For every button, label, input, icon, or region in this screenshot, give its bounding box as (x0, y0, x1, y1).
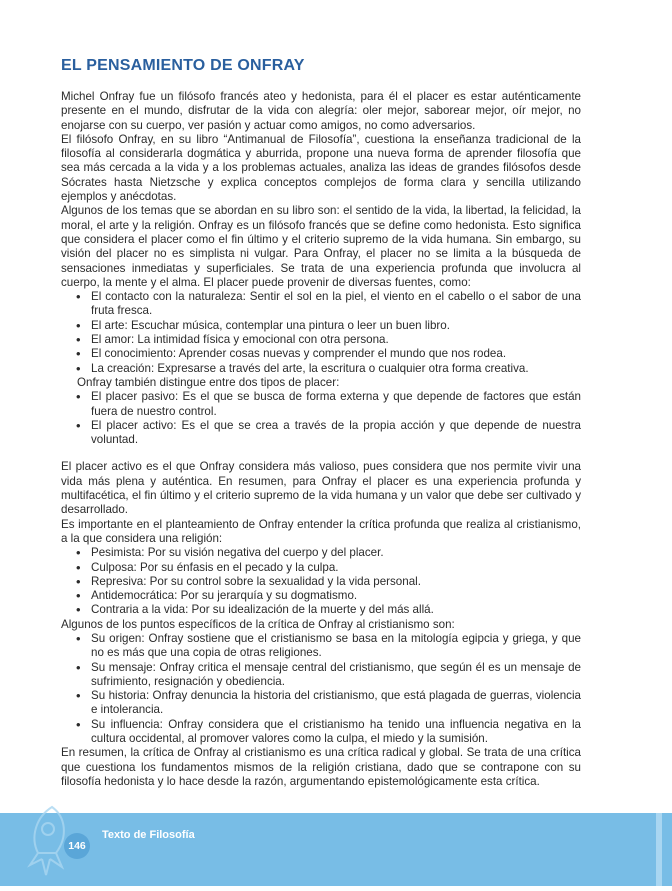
list-item: • Su origen: Onfray sostiene que el cristianismo se basa en la mitología egipcia y griega, y que no es más que una copia de otras religiones. (91, 632, 581, 661)
list-item: • Su historia: Onfray denuncia la historia del cristianismo, que está plagada de guerras, violencia e intolerancia. (91, 689, 581, 718)
list-item: • Contraria a la vida: Por su idealización de la muerte y del más allá. (91, 603, 581, 617)
religion-traits-list (61, 546, 581, 617)
paragraph: El placer activo es el que Onfray considera más valioso, pues considera que nos permite vivir una vida más plena y auténtica. En resumen, para Onfray el placer es una experiencia profunda y multifacética, el fin último y el criterio supremo de la vida humana y un valor que debe ser cultivado y desarrollado. (61, 460, 581, 517)
paragraph: Algunos de los temas que se abordan en su libro son: el sentido de la vida, la libertad, la felicidad, la moral, el arte y la religión. Onfray es un filósofo francés que se define como hedonista. Esto significa que considera el placer como el fin último y el criterio supremo de la vida humana. Sin embargo, su visión del placer no es simplista ni vulgar. Para Onfray, el placer no se limita a la búsqueda de sensaciones inmediatas y superficiales. Se trata de una experiencia profunda que involucra al cuerpo, la mente y el alma. El placer puede provenir de diversas fuentes, como: (61, 204, 581, 289)
spacer (61, 447, 581, 460)
page-footer (0, 813, 672, 886)
list-item: • Su influencia: Onfray considera que el cristianismo ha tenido una influencia negativa en la cultura occidental, al promover valores como la culpa, el miedo y la sumisión. (91, 718, 581, 747)
paragraph: Es importante en el planteamiento de Onfray entender la crítica profunda que realiza al cristianismo, a la que considera una religión: (61, 517, 581, 545)
page-number-badge: 146 (64, 833, 90, 859)
list-item: • El conocimiento: Aprender cosas nuevas y comprender el mundo que nos rodea. (91, 347, 581, 361)
list-item: • El placer pasivo: Es el que se busca de forma externa y que depende de factores que están fuera de nuestro control. (91, 390, 581, 419)
pleasure-types-list (61, 390, 581, 447)
list-item: • Represiva: Por su control sobre la sexualidad y la vida personal. (91, 575, 581, 589)
page-content (61, 56, 581, 789)
page-title: EL PENSAMIENTO DE ONFRAY (61, 57, 305, 74)
conclusion-paragraph: En resumen, la crítica de Onfray al cristianismo es una crítica radical y global. Se trata de una crítica que cuestiona los fundamentos mismos de la religión cristiana, dado que se contrapone con su filosofía hedonista y lo hace desde la razón, argumentando epistemológicamente esta crítica. (61, 746, 581, 788)
paragraph: Michel Onfray fue un filósofo francés ateo y hedonista, para él el placer es estar auténticamente presente en el mundo, disfrutar de la vida con alegría: oler mejor, saborear mejor, oír mejor, no enojarse con su cuerpo, ver pasión y actuar como amigos, no como adversarios. (61, 90, 581, 132)
list-item: • Antidemocrática: Por su jerarquía y su dogmatismo. (91, 589, 581, 603)
list-item: • Culposa: Por su énfasis en el pecado y la culpa. (91, 561, 581, 575)
paragraph: El filósofo Onfray, en su libro “Antimanual de Filosofía”, cuestiona la enseñanza tradicional de la filosofía al considerarla dogmática y aburrida, propone una nueva forma de aprender filosofía que sea más cercada a la vida y a los problemas actuales, analiza las ideas de grandes filósofos desde Sócrates hasta Nietzsche y explica conceptos complejos de forma clara y sencilla utilizando ejemplos y anécdotas. (61, 132, 581, 204)
list-item: • El contacto con la naturaleza: Sentir el sol en la piel, el viento en el cabello o el sabor de una fruta fresca. (91, 290, 581, 319)
pleasure-sources-list (61, 290, 581, 376)
list-item: • El amor: La intimidad física y emocional con otra persona. (91, 333, 581, 347)
list-item: • Su mensaje: Onfray critica el mensaje central del cristianismo, que según él es un mensaje de sufrimiento, resignación y obediencia. (91, 661, 581, 690)
list-item: • El placer activo: Es el que se crea a través de la propia acción y que depende de nuestra voluntad. (91, 419, 581, 448)
critique-intro: Algunos de los puntos específicos de la crítica de Onfray al cristianismo son: (61, 617, 455, 631)
list-item: • Pesimista: Por su visión negativa del cuerpo y del placer. (91, 546, 581, 560)
critique-points-list (61, 632, 581, 746)
book-title: Texto de Filosofía (102, 829, 195, 841)
list-item: • El arte: Escuchar música, contemplar una pintura o leer un buen libro. (91, 319, 581, 333)
footer-edge-strip (656, 813, 662, 886)
types-intro: Onfray también distingue entre dos tipos de placer: (77, 375, 340, 389)
list-item: • La creación: Expresarse a través del arte, la escritura o cualquier otra forma creativa. (91, 362, 581, 376)
